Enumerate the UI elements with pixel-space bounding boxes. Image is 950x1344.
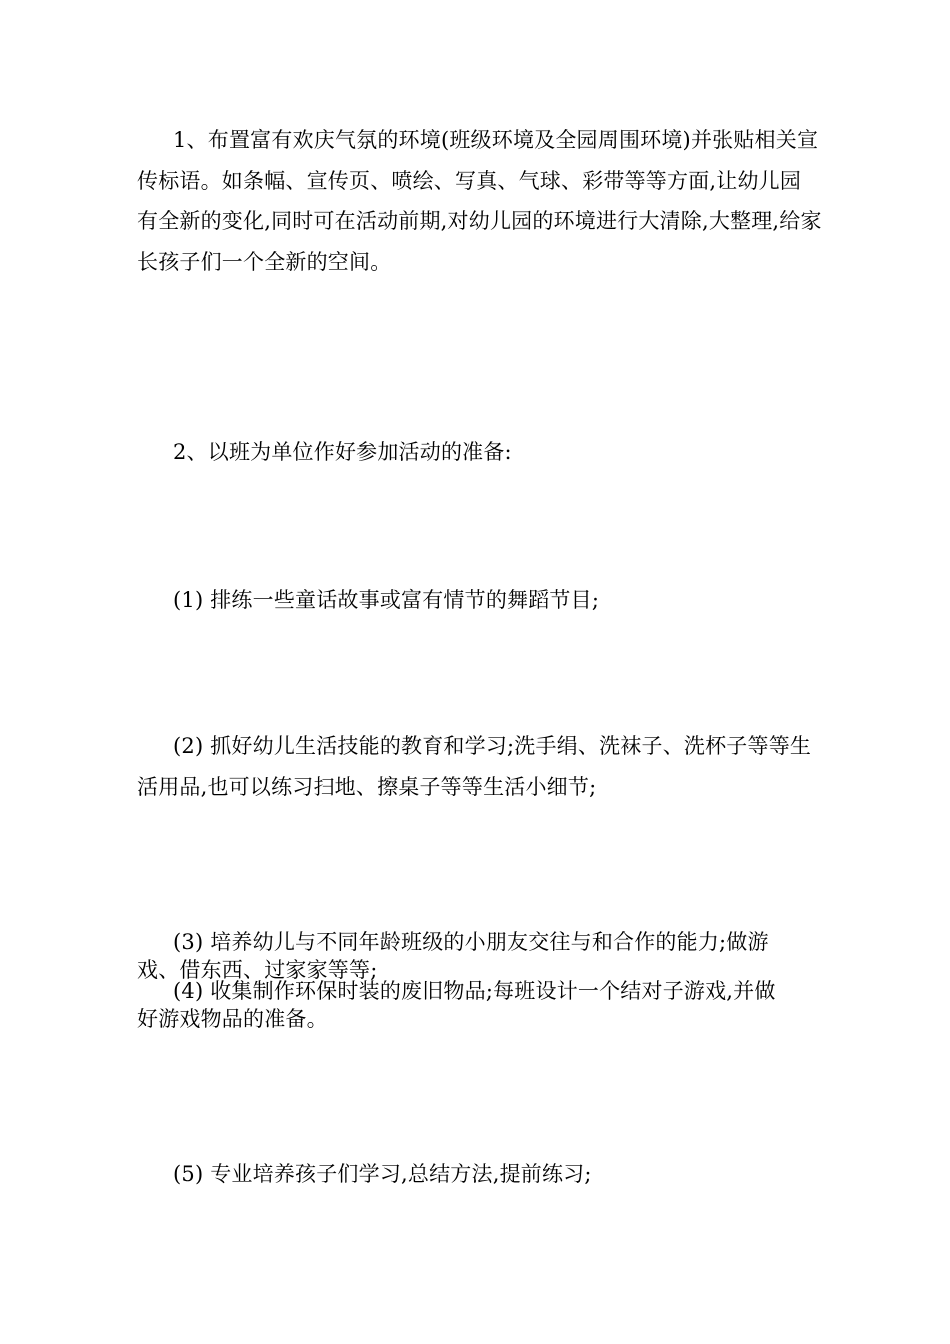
paragraph-environment: 1、布置富有欢庆气氛的环境(班级环境及全园周围环境)并张贴相关宣传标语。如条幅、宣传页、喷绘、写真、气球、彩带等等方面,让幼儿园有全新的变化,同时可在活动前期,对幼儿园的环境进行大清除,大整理,给家长孩子们一个全新的空间。 [137, 128, 822, 274]
list-item-3-line-1: (3) 培养幼儿与不同年龄班级的小朋友交往与和合作的能力;做游 [173, 930, 769, 954]
list-item-3-line-2: 戏、借东西、过家家等等; [137, 958, 378, 982]
list-item-1: (1) 排练一些童话故事或富有情节的舞蹈节目; [173, 588, 600, 612]
list-item-4-line-1: (4) 收集制作环保时装的废旧物品;每班设计一个结对子游戏,并做 [173, 979, 776, 1003]
paragraph-class-preparation: 2、以班为单位作好参加活动的准备: [173, 440, 512, 464]
list-item-4-line-2: 好游戏物品的准备。 [137, 1007, 328, 1031]
list-item-2: (2) 抓好幼儿生活技能的教育和学习;洗手绢、洗袜子、洗杯子等等生活用品,也可以练习扫地、擦桌子等等生活小细节; [137, 734, 812, 799]
list-item-5: (5) 专业培养孩子们学习,总结方法,提前练习; [173, 1162, 592, 1186]
